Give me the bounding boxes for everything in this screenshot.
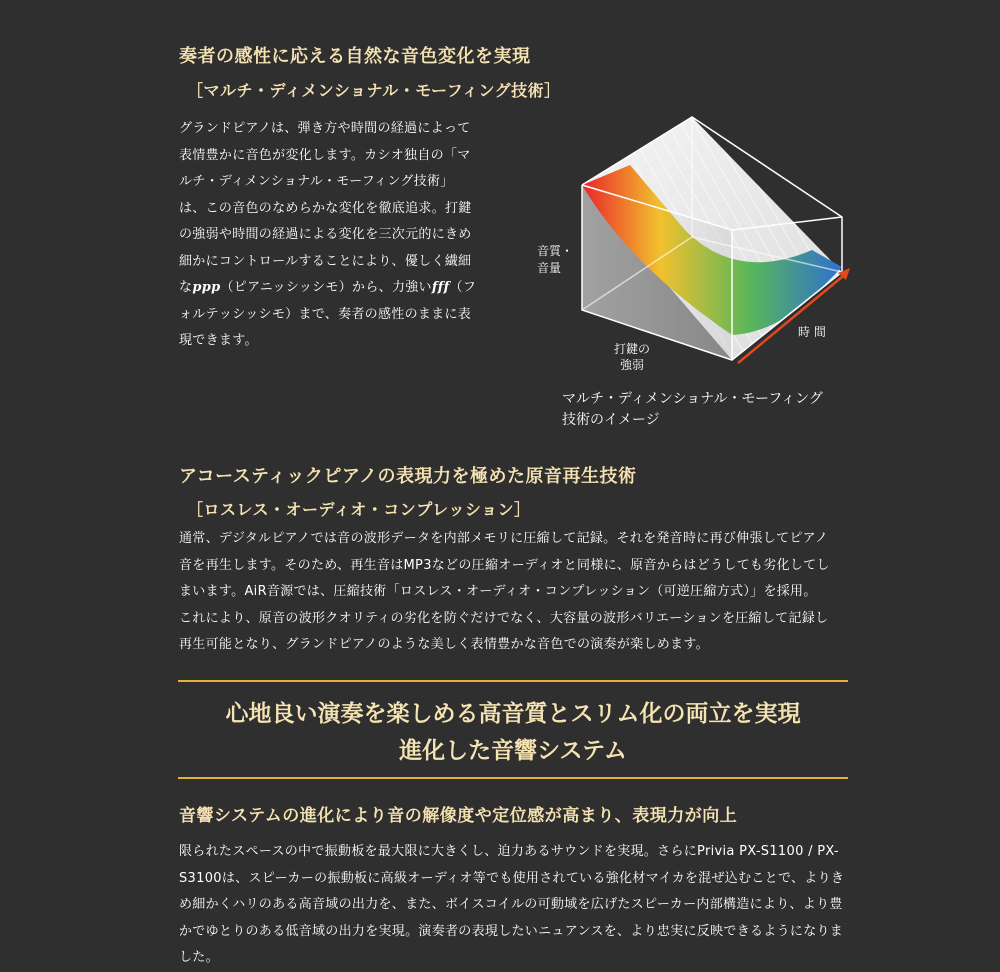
section2-line: これにより、原音の波形クオリティの劣化を防ぐだけでなく、大容量の波形バリエーションを圧縮して記録し: [179, 610, 829, 626]
section1-line: 細かにコントロールすることにより、優しく繊細: [179, 253, 472, 269]
section3-line: 限られたスペースの中で振動板を最大限に大きくし、迫力あるサウンドを実現。さらにPrivia PX-S1100 / PX-: [179, 844, 839, 859]
section1-heading: 奏者の感性に応える自然な音色変化を実現: [179, 46, 531, 67]
caption-line: 技術のイメージ: [562, 412, 660, 428]
section1-subheading: ［マルチ・ディメンショナル・モーフィング技術］: [187, 81, 561, 100]
axis-label-strength: 打鍵の: [614, 342, 651, 356]
section2-heading: アコースティックピアノの表現力を極めた原音再生技術: [179, 466, 637, 487]
ppp-mark: ppp: [192, 280, 221, 295]
section1-line-dynamics: なppp（ピアニッシッシモ）から、力強いfff（フ: [179, 280, 477, 295]
section2-subheading: ［ロスレス・オーディオ・コンプレッション］: [187, 500, 531, 519]
section3-line: め細かくハリのある高音域の出力を、また、ボイスコイルの可動域を広げたスピーカー内部構造により、より豊: [179, 897, 843, 912]
axis-label-quality-2: 音量: [537, 261, 562, 275]
section1-body: [179, 116, 476, 355]
morphing-cube-diagram: [520, 110, 860, 370]
axis-label-strength-2: 強弱: [620, 358, 645, 370]
section3-line: した。: [179, 950, 219, 965]
section3-heading: 音響システムの進化により音の解像度や定位感が高まり、表現力が向上: [179, 806, 738, 826]
banner-line: 進化した音響システム: [399, 738, 627, 764]
section1-line: ォルテッシッシモ）まで、奏者の感性のままに表: [179, 306, 472, 322]
banner-title: [178, 696, 848, 770]
section1-line: グランドピアノは、弾き方や時間の経過によって: [179, 121, 471, 136]
section2-line: まいます。AiR音源では、圧縮技術「ロスレス・オーディオ・コンプレッション（可逆圧縮方式）」を採用。: [179, 584, 817, 599]
axis-label-time: 時 間: [798, 325, 826, 339]
section3-line: かでゆとりのある低音域の出力を実現。演奏者の表現したいニュアンスを、より忠実に反映できるようになりま: [179, 923, 844, 939]
banner-rule-top: [178, 680, 848, 682]
banner-line: 心地良い演奏を楽しめる高音質とスリム化の両立を実現: [225, 701, 801, 727]
section1-line: ルチ・ディメンショナル・モーフィング技術」: [179, 174, 454, 189]
section3-line: S3100は、スピーカーの振動板に高級オーディオ等でも使用されている強化材マイカを混ぜ込むことで、よりき: [179, 870, 845, 886]
banner-rule-bottom: [178, 777, 848, 779]
section2-line: 再生可能となり、グランドピアノのような美しく表情豊かな音色での演奏が楽しめます。: [179, 637, 709, 652]
section1-line: は、この音色のなめらかな変化を徹底追求。打鍵: [179, 200, 472, 216]
diagram-caption: [562, 389, 823, 431]
section2-line: 通常、デジタルピアノでは音の波形データを内部メモリに圧縮して記録。それを発音時に再び伸張してピアノ: [179, 531, 829, 546]
caption-line: マルチ・ディメンショナル・モーフィング: [562, 391, 823, 407]
section1-line: 表情豊かに音色が変化します。カシオ独自の「マ: [179, 147, 471, 163]
section1-line: の強弱や時間の経過による変化を三次元的にきめ: [179, 227, 472, 242]
section2-body: [179, 526, 830, 659]
axis-label-quality: 音質・: [537, 244, 574, 258]
section3-body: [179, 839, 844, 972]
section2-line: 音を再生します。そのため、再生音はMP3などの圧縮オーディオと同様に、原音からはどうしても劣化してし: [179, 557, 830, 573]
section1-line: 現できます。: [179, 333, 258, 348]
fff-mark: fff: [431, 280, 450, 295]
